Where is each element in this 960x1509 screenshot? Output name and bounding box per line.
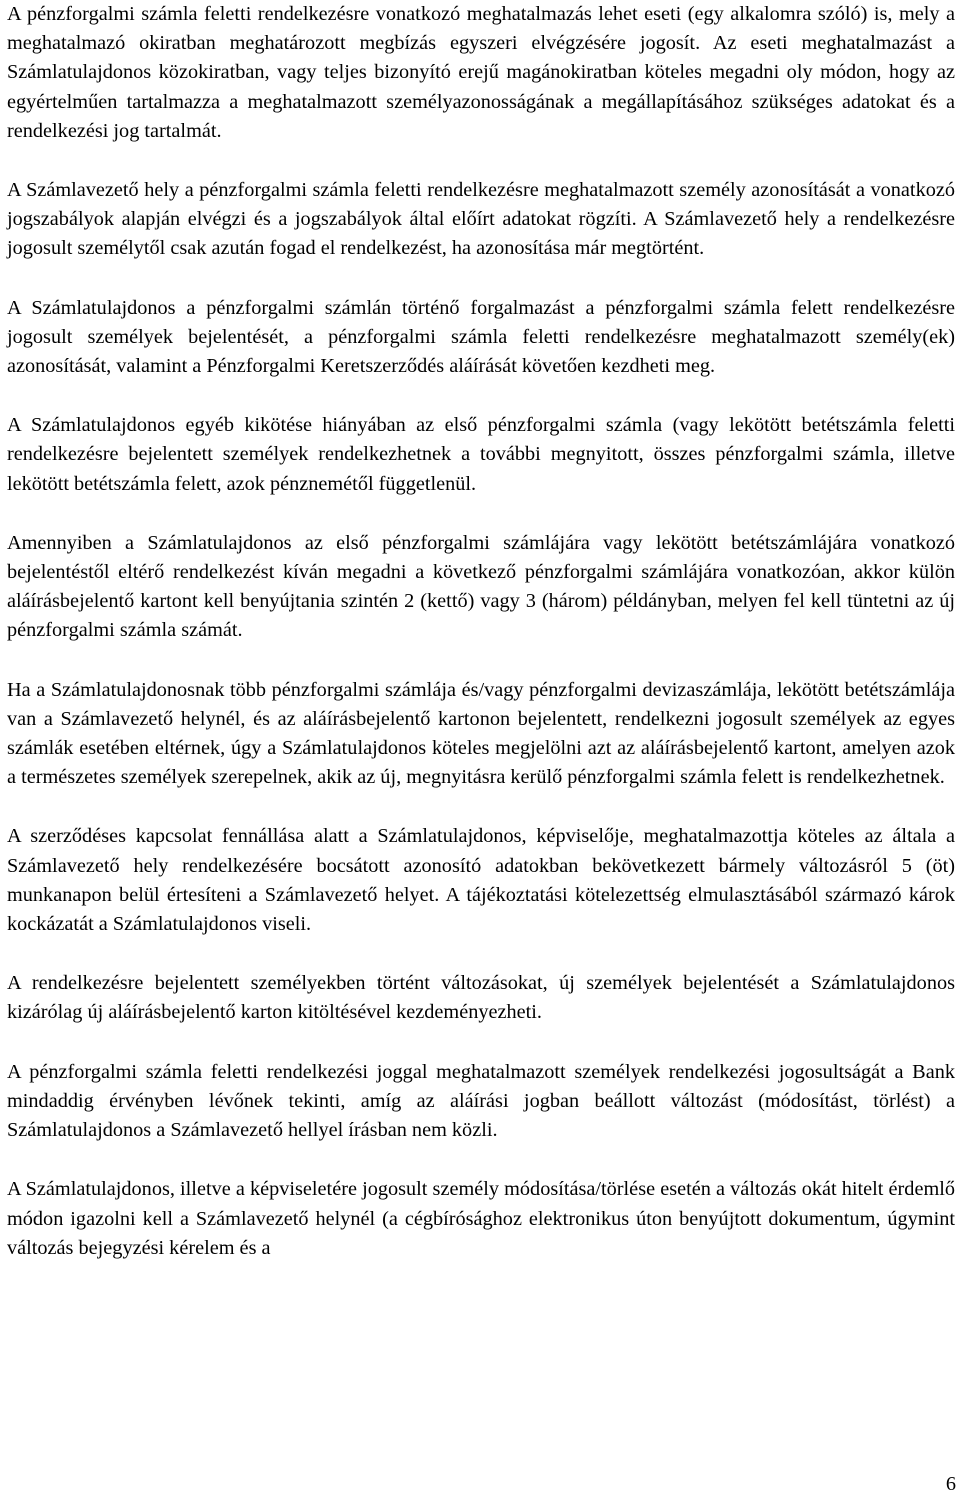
paragraph-modositas-torles: A Számlatulajdonos, illetve a képviseletére jogosult személy módosítása/törlése esetén a változás okát hitelt érdemlő módon igazolni kell a Számlavezető helynél (a cégbírósághoz elektronikus úton benyújtott dokumentum, úgymint változás bejegyzési kérelem és a xyxy=(7,1178,955,1259)
paragraph-kulon-karton: Amennyiben a Számlatulajdonos az első pénzforgalmi számlájára vagy lekötött betétszámlájára vonatkozó bejelentéstől eltérő rendelkezést kíván megadni a következő pénzforgalmi számlájára vonatkozóan, akkor külön aláírásbejelentő kartont kell benyújtania szintén 2 (kettő) vagy 3 (három) példányban, melyen fel kell tüntetni az új pénzforgalmi számla számát. xyxy=(7,531,955,642)
document-page xyxy=(7,0,955,1263)
paragraph-forgalmazas-kezdete: A Számlatulajdonos a pénzforgalmi számlán történő forgalmazást a pénzforgalmi számla felett rendelkezésre jogosult személyek bejelentését, a pénzforgalmi számla feletti rendelkezésre meghatalmazott személy(ek) azonosítását, valamint a Pénzforgalmi Keretszerződés aláírását követően kezdheti meg. xyxy=(7,296,955,378)
paragraph-uj-karton: A rendelkezésre bejelentett személyekben történt változásokat, új személyek bejelentését a Számlatulajdonos kizárólag új aláírásbejelentő karton kitöltésével kezdeményezheti. xyxy=(7,972,955,1024)
paragraph-eseti-meghatalmazas: A pénzforgalmi számla feletti rendelkezésre vonatkozó meghatalmazás lehet eseti (egy alkalomra szóló) is, mely a meghatalmazó okiratban meghatározott megbízás egyszeri elvégzésére jogosít. Az eseti meghatalmazást a Számlatulajdonos közokiratban, vagy teljes bizonyító erejű magánokiratban köteles megadni oly módon, hogy az egyértelműen tartalmazza a meghatalmazott személyazonosságának a megállapításához szükséges adatokat és a rendelkezési jog tartalmát. xyxy=(7,3,955,142)
paragraph-tobb-szamla: Ha a Számlatulajdonosnak több pénzforgalmi számlája és/vagy pénzforgalmi devizaszámlája, lekötött betétszámlája van a Számlavezető helynél, és az aláírásbejelentő kartonon bejelentett, rendelkezni jogosult személyek az egyes számlák esetében eltérnek, úgy a Számlatulajdonos köteles megjelölni azt az aláírásbejelentő kartont, amelyen azok a természetes személyek szerepelnek, akik az új, megnyitásra kerülő pénzforgalmi számla felett is rendelkezhetnek. xyxy=(7,678,955,789)
paragraph-azonositas: A Számlavezető hely a pénzforgalmi számla feletti rendelkezésre meghatalmazott személy azonosítását a vonatkozó jogszabályok alapján elvégzi és a jogszabályok által előírt adatokat rögzíti. A Számlavezető hely a rendelkezésre jogosult személytől csak azután fogad el rendelkezést, ha azonosítása már megtörtént. xyxy=(7,179,955,260)
paragraph-valtozas-bejelentes: A szerződéses kapcsolat fennállása alatt a Számlatulajdonos, képviselője, meghatalmazottja köteles az általa a Számlavezető hely rendelkezésére bocsátott azonosító adatokban bekövetkezett bármely változásról 5 (öt) munkanapon belül értesíteni a Számlavezető helyet. A tájékoztatási kötelezettség elmulasztásából származó károk kockázatát a Számlatulajdonos viseli. xyxy=(7,825,955,936)
paragraph-rendelkezesi-jog: A pénzforgalmi számla feletti rendelkezési joggal meghatalmazott személyek rendelkezési jogosultságát a Bank mindaddig érvényben lévőnek tekinti, amíg az aláírási jogban beállott változást (módosítást, törlést) a Számlatulajdonos a Számlavezető hellyel írásban nem közli. xyxy=(7,1060,955,1142)
page-number: 6 xyxy=(945,1473,956,1495)
paragraph-elso-szamla: A Számlatulajdonos egyéb kikötése hiányában az első pénzforgalmi számla (vagy lekötött betétszámla feletti rendelkezésre bejelentett személyek rendelkezhetnek a további megnyitott, összes pénzforgalmi számla, illetve lekötött betétszámla felett, azok pénznemétől függetlenül. xyxy=(7,414,955,495)
